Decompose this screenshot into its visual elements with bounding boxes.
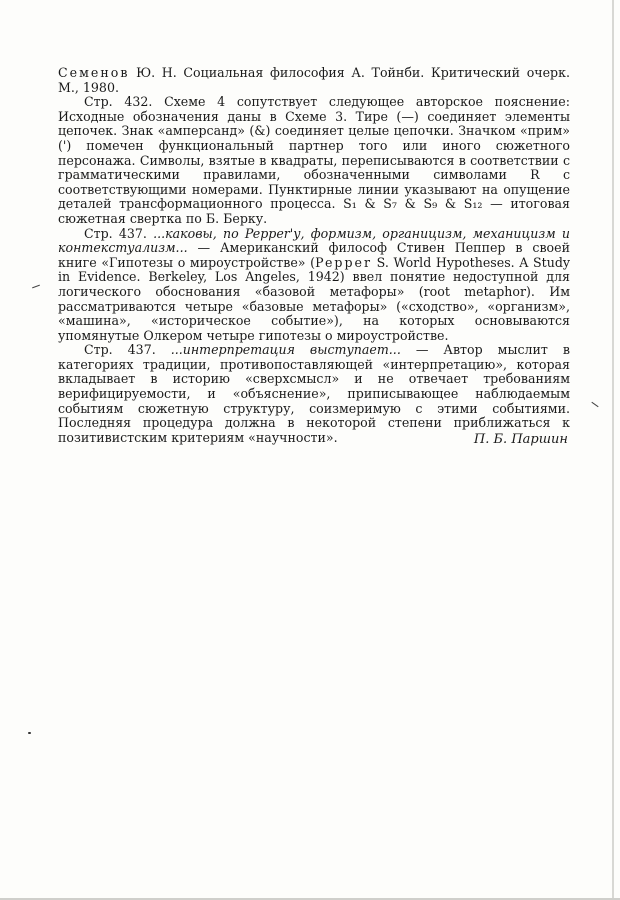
author-signature: П. Б. Паршин	[473, 432, 568, 447]
note-text-part2: S. World Hypotheses. A Study in Evidence. Berkeley, Los Angeles, 1942) ввел понятие недоступной для логического обоснования «базовой метафоры» (root metaphor). Им рассматриваются четыре «базовые метафоры» («сходство», «организм», «машина», «историческое событие»), на которых основываются упомянутые Олкером четыре гипотезы о мироустройстве.	[58, 254, 571, 343]
page-edge	[612, 0, 614, 900]
paragraph-reference	[58, 66, 570, 95]
note-text: — Автор мыслит в категориях традиции, противопоставляющей «интерпретацию», которая вкладывает в историю «сверхсмысл» и не отвечает требованиям верифицируемости, и «объяснение», приписывающее наблюдаемым событиям сюжетную структуру, соизмеримую с этими событиями. Последняя процедура должна в некоторой степени приближаться к позитивистским критериям «научности».	[58, 342, 570, 445]
reference-text: Ю. Н. Социальная философия А. Тойнби. Критический очерк. М., 1980.	[58, 65, 570, 95]
margin-mark	[591, 402, 598, 407]
paragraph-note-432	[58, 95, 570, 226]
margin-mark	[32, 285, 40, 289]
note-quote: ...интерпретация выступает...	[170, 342, 401, 358]
scan-speck	[28, 732, 31, 734]
note-prefix: Стр. 437.	[84, 225, 154, 241]
paragraph-note-437a	[58, 227, 570, 344]
note-text-part1: — Американский философ Стивен Пеппер в своей книге «Гипотезы о мироустройстве» (	[58, 240, 570, 270]
author-name: Семенов	[58, 65, 130, 80]
note-quote: ...каковы, по Pepper'у, формизм, органицизм, механицизм и контекстуализм...	[58, 225, 570, 256]
article-body	[58, 66, 570, 445]
note-prefix: Стр. 437.	[84, 342, 171, 358]
cited-author: Pepper	[315, 254, 373, 270]
paragraph-note-437b	[58, 343, 570, 445]
note-text: Стр. 432. Схеме 4 сопутствует следующее авторское пояснение: Исходные обозначения даны в Схеме 3. Тире (—) соединяет элементы цепочек. Знак «амперсанд» (&) соединяет целые цепочки. Значком «прим» (') помечен функциональный партнер того или иного сюжетного персонажа. Символы, взятые в квадраты, переписываются в соответствии с грамматическими правилами, обозначенными символами R с соответствующими номерами. Пунктирные линии указывают на опущение деталей трансформационного процесса. S₁ & S₇ & S₉ & S₁₂ — итоговая сюжетная свертка по Б. Берку.	[58, 94, 570, 226]
